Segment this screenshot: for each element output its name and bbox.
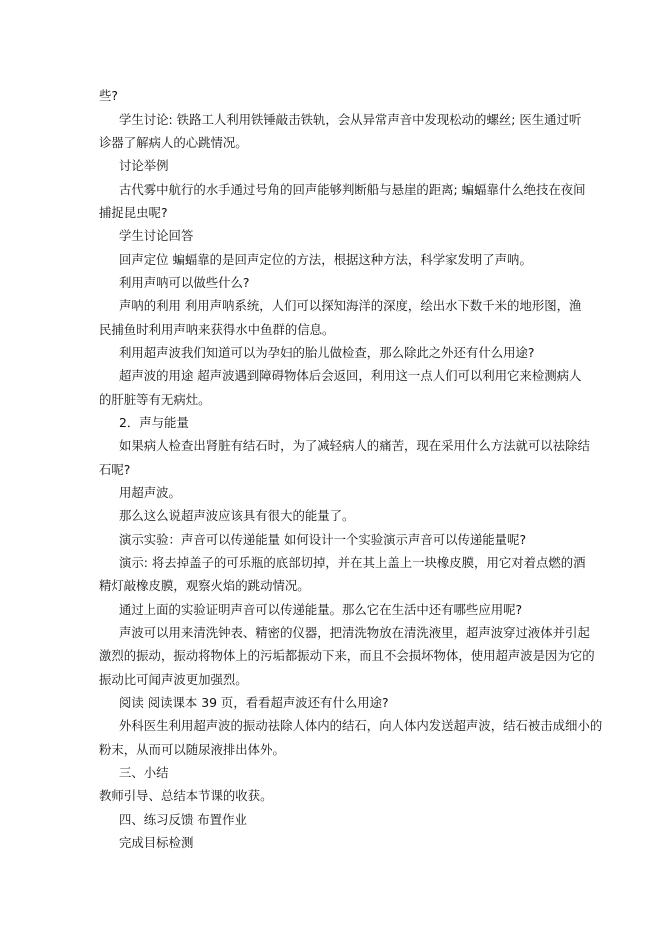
text-line: 学生讨论: 铁路工人利用铁锤敲击铁轨，会从异常声音中发现松动的螺丝; 医生通过听 [119,112,582,127]
text-line: 通过上面的实验证明声音可以传递能量。那么它在生活中还有哪些应用呢? [119,602,523,617]
text-line: 利用超声波我们知道可以为孕妇的胎儿做检查，那么除此之外还有什么用途? [119,345,535,360]
text-line: 用超声波。 [119,485,181,500]
text-line: 古代雾中航行的水手通过号角的回声能够判断船与悬崖的距离; 蝙蝠靠什么绝技在夜间 [119,182,586,197]
text-line: 的肝脏等有无病灶。 [99,392,211,407]
text-line: 教师引导、总结本节课的收获。 [99,788,273,803]
text-line: 激烈的振动，振动将物体上的污垢都振动下来，而且不会损坏物体，使用超声波是因为它的 [99,648,595,663]
text-line: 学生讨论回答 [119,228,194,243]
text-line: 那么这么说超声波应该具有很大的能量了。 [119,508,355,523]
text-line: 演示: 将去掉盖子的可乐瓶的底部切掉，并在其上盖上一块橡皮膜，用它对着点燃的酒 [119,555,586,570]
text-line: 民捕鱼时利用声呐来获得水中鱼群的信息。 [99,322,335,337]
text-line: 阅读 阅读课本 39 页，看看超声波还有什么用途? [119,695,389,710]
text-line: 粉末，从而可以随尿液排出体外。 [99,742,285,757]
section-heading: 2．声与能量 [119,415,189,430]
text-line: 捕捉昆虫呢? [99,205,168,220]
text-line: 振动比可闻声波更加强烈。 [99,672,248,687]
text-line: 超声波的用途 超声波遇到障碍物体后会返回，利用这一点人们可以利用它来检测病人 [119,368,582,383]
text-line: 利用声呐可以做些什么? [119,275,250,290]
text-line: 外科医生利用超声波的振动祛除人体内的结石，向人体内发送超声波，结石被击成细小的 [119,718,603,733]
text-line: 声呐的利用 利用声呐系统，人们可以探知海洋的深度，绘出水下数千米的地形图，渔 [119,298,582,313]
text-line: 回声定位 蝙蝠靠的是回声定位的方法，根据这种方法，科学家发明了声呐。 [119,252,532,267]
text-line: 些? [99,88,118,103]
text-line: 精灯敲橡皮膜，观察火焰的跳动情况。 [99,578,310,593]
text-line: 石呢? [99,462,131,477]
section-heading: 四、练习反馈 布置作业 [119,812,247,827]
text-line: 如果病人检查出肾脏有结石时，为了减轻病人的痛苦，现在采用什么方法就可以祛除结 [119,438,590,453]
text-line: 诊器了解病人的心跳情况。 [99,135,248,150]
text-line: 完成目标检测 [119,835,194,850]
section-heading: 三、小结 [119,765,169,780]
text-line: 声波可以用来清洗钟表、精密的仪器，把清洗物放在清洗液里，超声波穿过液体并引起 [119,625,590,640]
text-line: 演示实验：声音可以传递能量 如何设计一个实验演示声音可以传递能量呢? [119,532,527,547]
text-line: 讨论举例 [119,158,169,173]
